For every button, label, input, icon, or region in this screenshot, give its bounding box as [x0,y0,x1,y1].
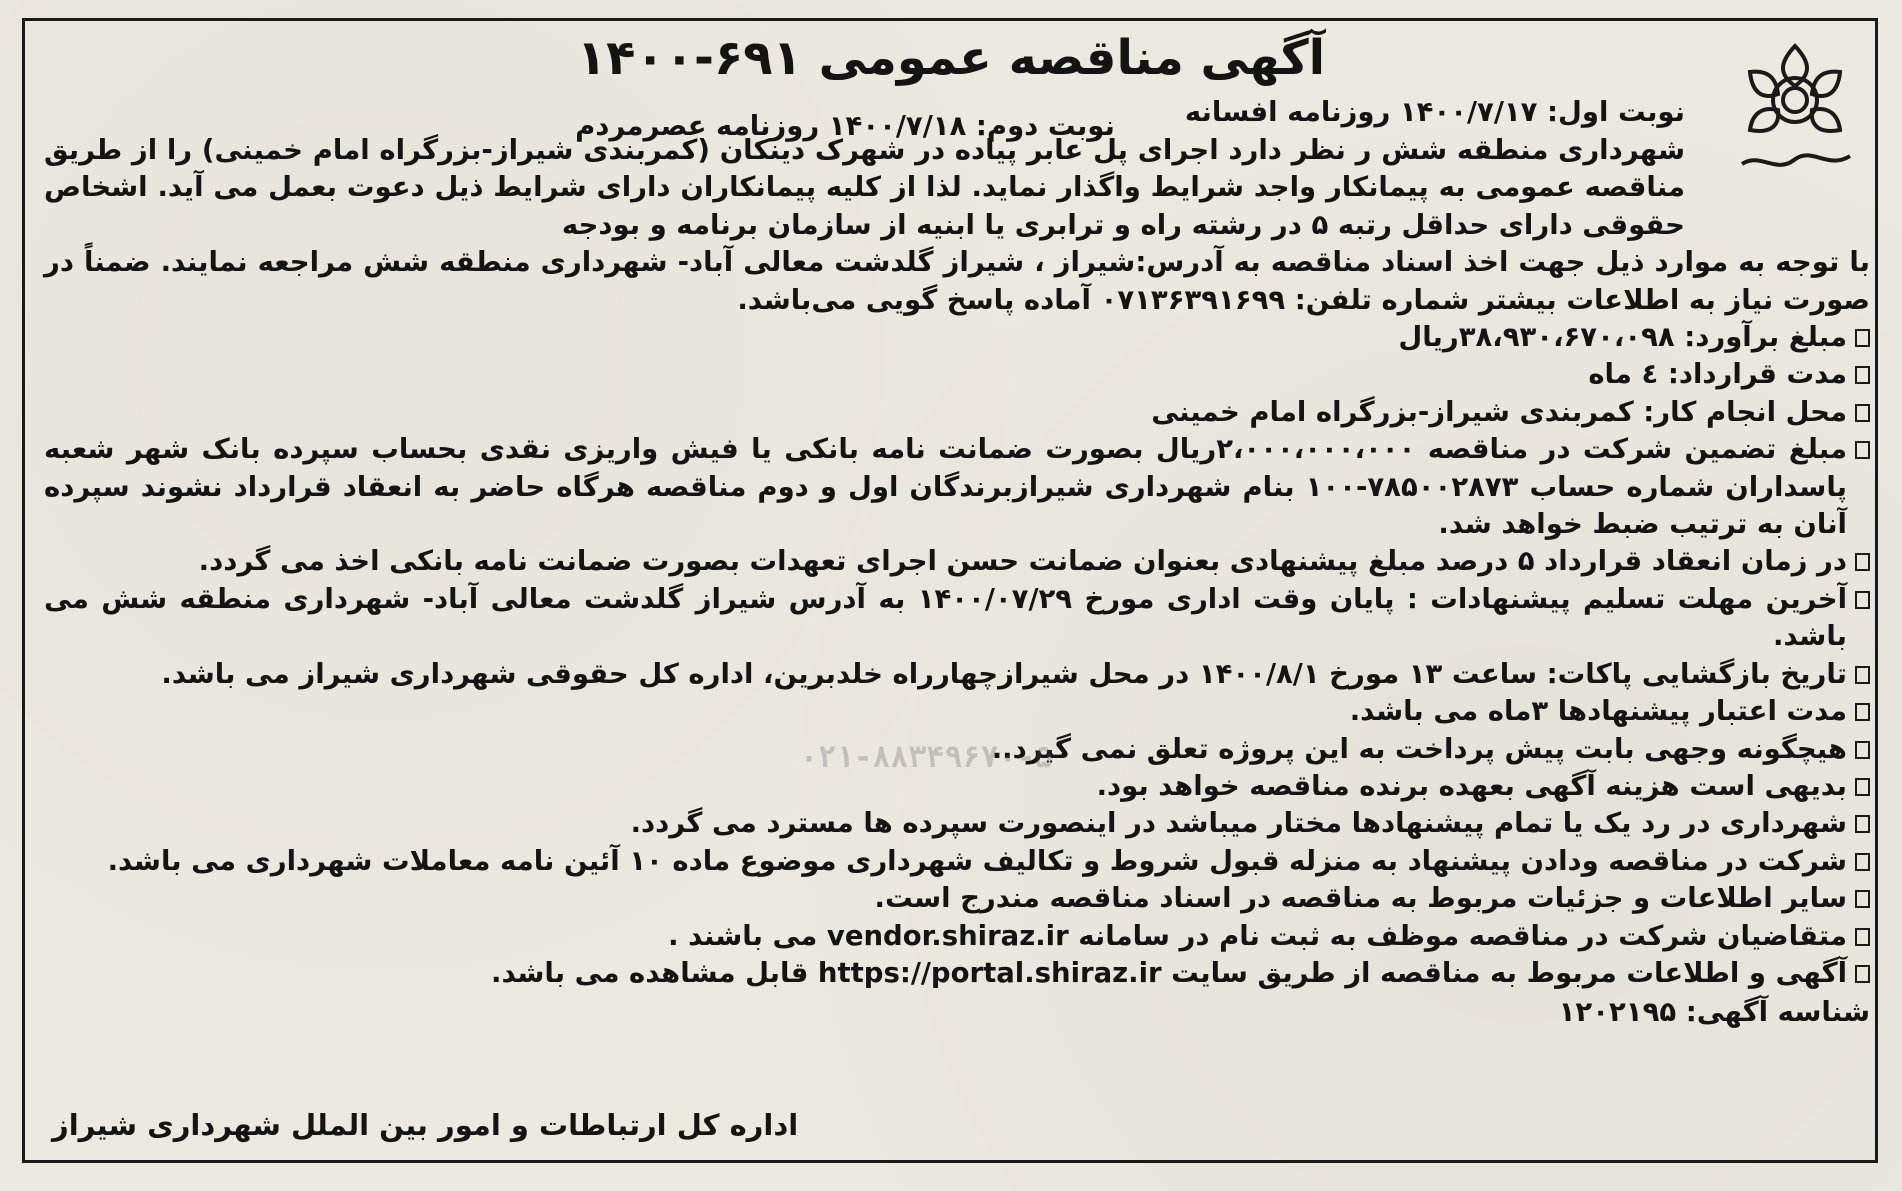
checkbox-bullet-icon [1855,591,1870,609]
list-item: مدت قرارداد: ٤ ماه [44,356,1870,393]
list-item: مبلغ برآورد: ۳۸،۹۳۰،۶۷۰،۰۹۸ریال [44,319,1870,356]
checkbox-bullet-icon [1855,666,1870,684]
checkbox-bullet-icon [1855,928,1870,946]
list-item: بدیهی است هزینه آگهی بعهده برنده مناقصه خواهد بود. [44,768,1870,805]
list-item: آخرین مهلت تسلیم پیشنهادات : پایان وقت اداری مورخ ۱۴۰۰/۰۷/۲۹ به آدرس شیراز گلدشت معالی آباد- شهرداری منطقه شش می باشد. [44,581,1870,656]
checkbox-bullet-icon [1855,890,1870,908]
checkbox-bullet-icon [1855,965,1870,983]
list-item: محل انجام کار: کمربندی شیراز-بزرگراه امام خمینی [44,394,1870,431]
list-item: مبلغ تضمین شرکت در مناقصه ۲،۰۰۰،۰۰۰،۰۰۰ریال بصورت ضمانت نامه بانکی یا فیش واریزی نقدی بحساب سپرده بانک شهر شعبه پاسداران شماره حساب ۷۸۵۰۰۲۸۷۳-۱۰۰ بنام شهرداری شیرازبرندگان اول و دوم مناقصه هرگاه حاضر به انعقاد قرارداد نشوند سپرده آنان به ترتیب ضبط خواهد شد. [44,431,1870,543]
list-item: هیچگونه وجهی بابت پیش پرداخت به این پروژه تعلق نمی گیرد.. [44,731,1870,768]
announcement-body [44,94,1870,1032]
checkbox-bullet-icon [1855,741,1870,759]
publication-rounds [44,94,1685,142]
checkbox-bullet-icon [1855,815,1870,833]
checkbox-bullet-icon [1855,703,1870,721]
issuer-footer: اداره کل ارتباطات و امور بین الملل شهرداری شیراز [52,1108,799,1142]
second-round: نوبت دوم: ۱۴۰۰/۷/۱۸ روزنامه عصرمردم [575,110,1115,142]
announcement-id: شناسه آگهی: ۱۲۰۲۱۹۵ [1558,996,1870,1029]
list-item: شهرداری در رد یک یا تمام پیشنهادها مختار میباشد در اینصورت سپرده ها مسترد می گردد. [44,805,1870,842]
first-round: نوبت اول: ۱۴۰۰/۷/۱۷ روزنامه افسانه [1184,96,1685,128]
list-item: تاریخ بازگشایی پاکات: ساعت ۱۳ مورخ ۱۴۰۰/۸/۱ در محل شیرازچهارراه خلدبرین، اداره کل حقوقی شهرداری شیراز می باشد. [44,656,1870,693]
checkbox-bullet-icon [1855,404,1870,422]
checkbox-bullet-icon [1855,441,1870,459]
checkbox-bullet-icon [1855,366,1870,384]
checkbox-bullet-icon [1855,553,1870,571]
list-item: سایر اطلاعات و جزئیات مربوط به مناقصه در اسناد مناقصه مندرج است. [44,880,1870,917]
list-item: آگهی و اطلاعات مربوط به مناقصه از طریق سایت https://portal.shiraz.ir قابل مشاهده می باشد. [44,955,1870,992]
checkbox-bullet-icon [1855,329,1870,347]
list-item: شرکت در مناقصه ودادن پیشنهاد به منزله قبول شروط و تکالیف شهرداری موضوع ماده ۱۰ آئین نامه معاملات شهرداری می باشد. [44,843,1870,880]
intro-paragraph: شهرداری منطقه شش ر نظر دارد اجرای پل عابر پیاده در شهرک دینکان (کمربندی شیراز-بزرگراه امام خمینی) را از طریق مناقصه عمومی به پیمانکار واجد شرایط واگذار نماید. لذا از کلیه پیمانکاران دارای شرایط ذیل دعوت بعمل می آید. اشخاص حقوقی دارای حداقل رتبه ۵ در رشته راه و ترابری یا ابنیه از سازمان برنامه و بودجه [44,134,1685,241]
announcement-title: آگهی مناقصه عمومی ۶۹۱-۱۴۰۰ [576,30,1326,86]
watermark-phone: ۰۲۱-۸۸۳۴۹۶۷۰-۵ [800,740,1053,775]
list-item: مدت اعتبار پیشنهادها ۳ماه می باشد. [44,693,1870,730]
list-item: در زمان انعقاد قرارداد ۵ درصد مبلغ پیشنهادی بعنوان ضمانت حسن اجرای تعهدات بصورت ضمانت نامه بانکی اخذ می گردد. [44,543,1870,580]
checkbox-bullet-icon [1855,778,1870,796]
list-item: متقاضیان شرکت در مناقصه موظف به ثبت نام در سامانه vendor.shiraz.ir می باشند . [44,918,1870,955]
checkbox-bullet-icon [1855,853,1870,871]
intro-continuation: با توجه به موارد ذیل جهت اخذ اسناد مناقصه به آدرس:شیراز ، شیراز گلدشت معالی آباد- شهرداری منطقه شش مراجعه نمایند. ضمناً در صورت نیاز به اطلاعات بیشتر شماره تلفن: ۰۷۱۳۶۳۹۱۶۹۹ آماده پاسخ گویی می‌باشد. [44,246,1870,316]
